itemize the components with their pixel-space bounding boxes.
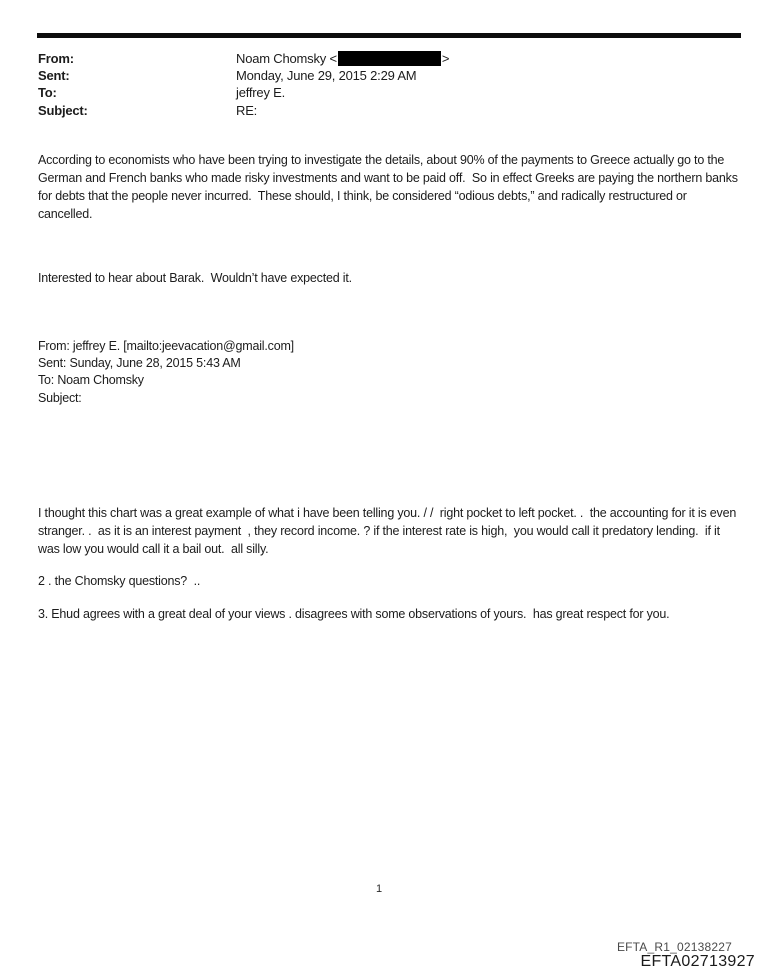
- quoted-body-item-3: 3. Ehud agrees with a great deal of your views . disagrees with some observations of yours. has great respect for you.: [38, 607, 670, 621]
- to-label: To:: [38, 85, 57, 101]
- subject-label: Subject:: [38, 102, 88, 118]
- bates-number-secondary: EFTA_R1_02138227: [616, 940, 732, 954]
- header-row-to: [38, 84, 738, 101]
- quoted-body-item-2: 2 . the Chomsky questions? ..: [38, 574, 201, 588]
- email-header: [38, 50, 738, 119]
- header-divider-rule: [37, 33, 741, 38]
- to-value: jeffrey E.: [236, 85, 286, 101]
- redacted-email-address: [338, 51, 441, 66]
- from-label: From:: [38, 51, 74, 66]
- quoted-body-paragraph-chart: I thought this chart was a great example of what i have been telling you. / / right pocket to left pocket. . the accounting for it is even stranger. . as it is an interest payment , they record income. ? if the interest rate is high, you would call it predatory lending. if it was low you would call it a bail out. all silly.: [38, 506, 740, 556]
- header-row-sent: [38, 67, 738, 84]
- bates-number-primary: EFTA02713927: [640, 953, 755, 970]
- body-paragraph-greece-debts: According to economists who have been trying to investigate the details, about 90% of the payments to Greece actually go to the German and French banks who made risky investments and want to be paid off. So in effect Greeks are paying the northern banks for debts that the people never incurred. These should, I think, be considered “odious debts,” and radically restructured or cancelled.: [38, 153, 742, 221]
- subject-value: RE:: [236, 102, 258, 118]
- sent-value: Monday, June 29, 2015 2:29 AM: [236, 68, 417, 84]
- from-value: [236, 50, 738, 67]
- header-row-from: [38, 50, 738, 67]
- body-paragraph-barak: Interested to hear about Barak. Wouldn’t have expected it.: [38, 271, 352, 285]
- header-row-subject: [38, 102, 738, 119]
- quoted-from-line: From: jeffrey E. [mailto:jeevacation@gmail.com]: [38, 339, 294, 353]
- sender-name: Noam Chomsky <: [236, 51, 337, 66]
- quoted-subject-line: Subject:: [38, 390, 82, 405]
- quoted-email-header: [38, 338, 294, 407]
- page-number: 1: [375, 883, 383, 895]
- quoted-sent-line: Sent: Sunday, June 28, 2015 5:43 AM: [38, 356, 241, 371]
- quoted-to-line: To: Noam Chomsky: [38, 373, 144, 388]
- sender-suffix: >: [441, 51, 450, 66]
- sent-label: Sent:: [38, 68, 70, 84]
